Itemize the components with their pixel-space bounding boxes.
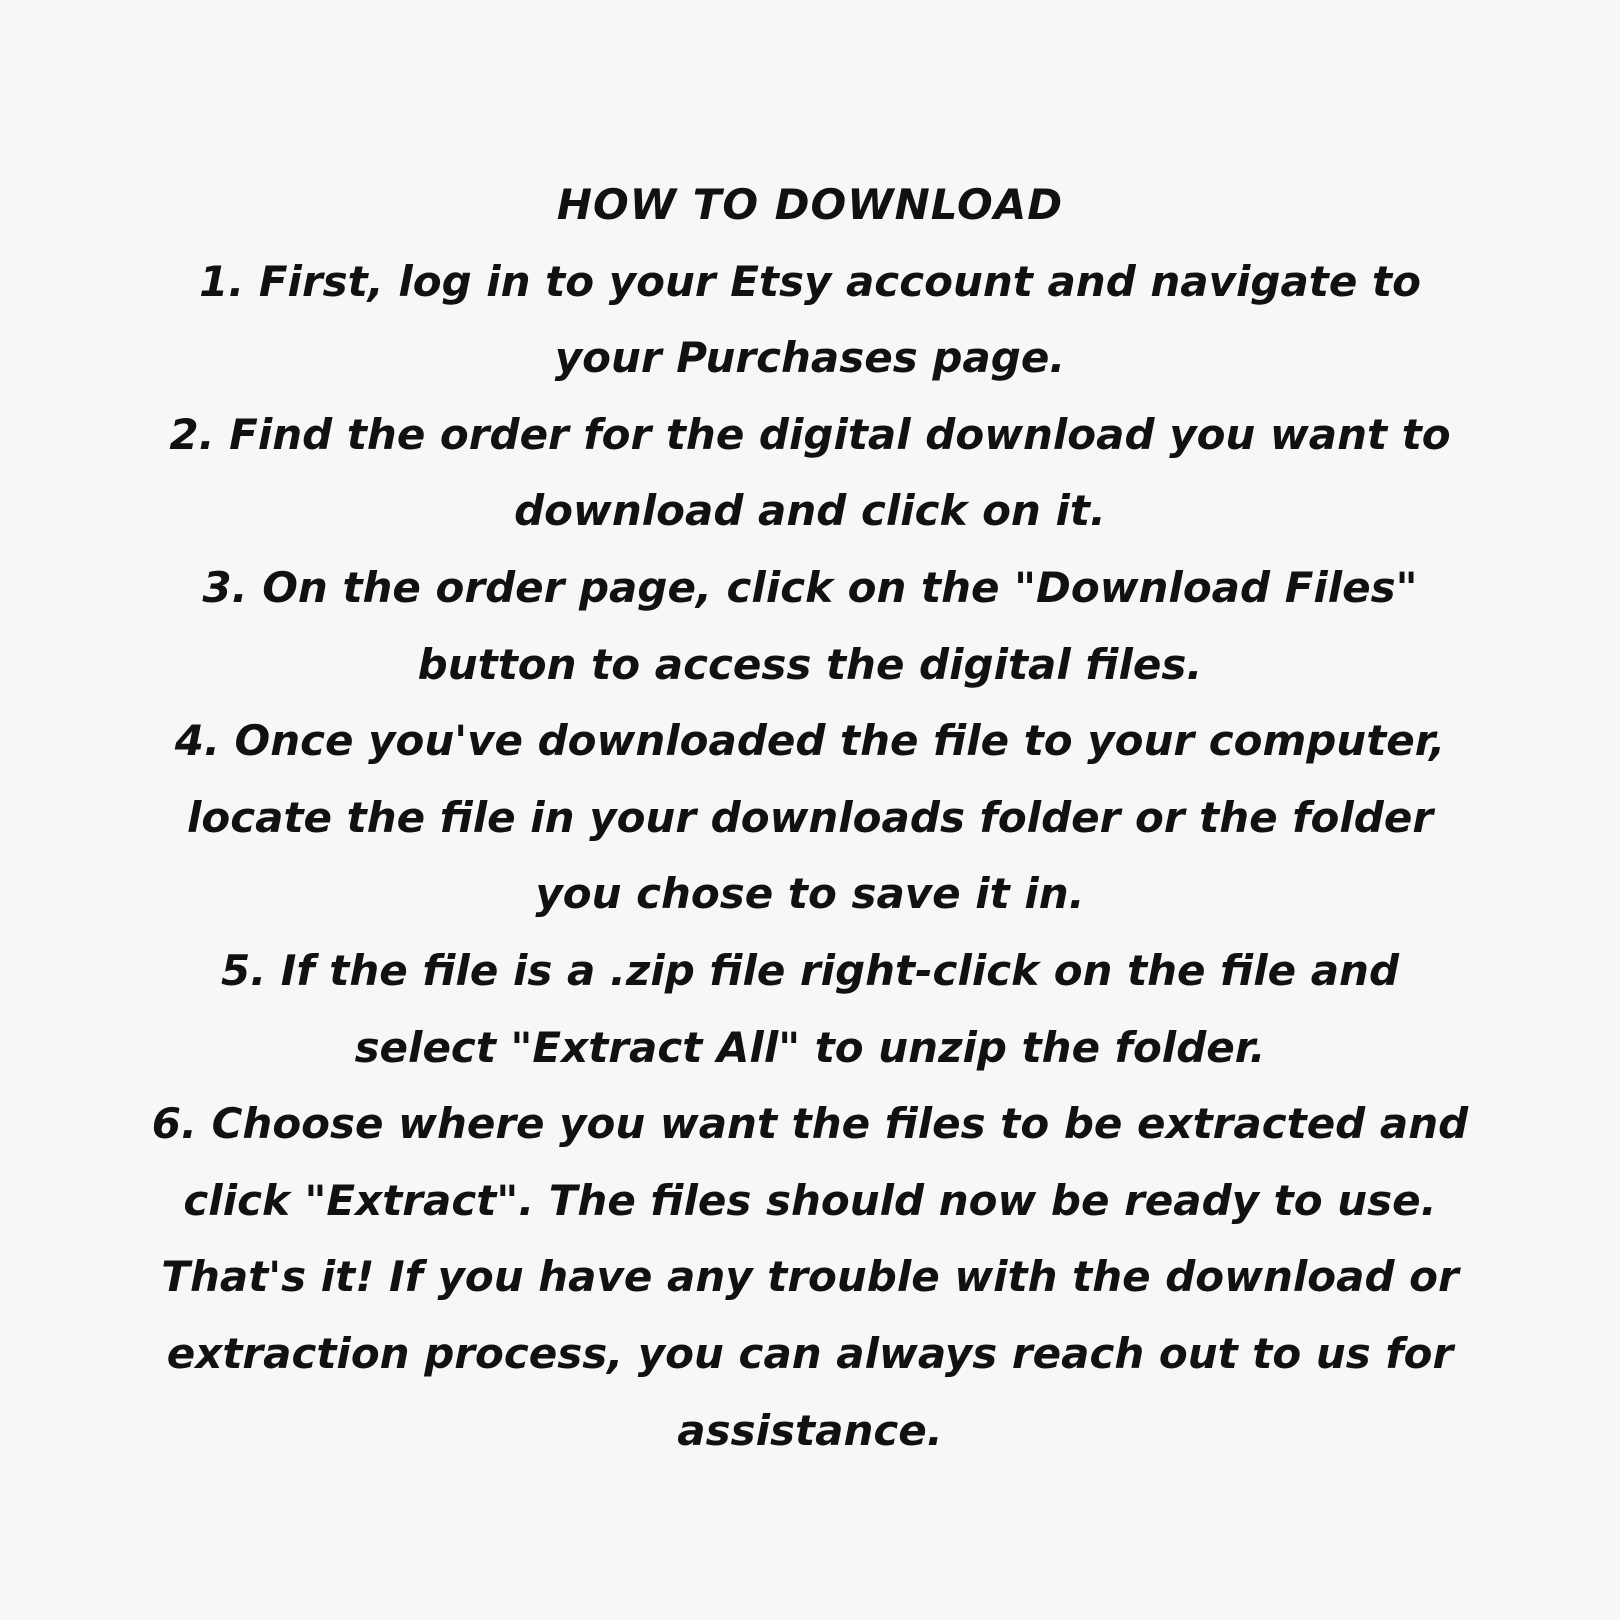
step-2-line-2: download and click on it.: [514, 486, 1106, 536]
step-1-line-2: your Purchases page.: [554, 333, 1066, 383]
step-5-line-2: select "Extract All" to unzip the folder.: [354, 1022, 1266, 1072]
step-5-line-1: 5. If the file is a .zip file right-click on the file and: [220, 945, 1400, 995]
closing-line-3: assistance.: [677, 1405, 943, 1455]
step-4-line-2: locate the file in your downloads folder or the folder: [186, 792, 1434, 842]
closing-line-2: extraction process, you can always reach out to us for: [166, 1328, 1454, 1378]
step-1-line-1: 1. First, log in to your Etsy account and navigate to: [199, 256, 1421, 306]
closing-line-1: That's it! If you have any trouble with the download or: [161, 1252, 1459, 1302]
step-6-line-1: 6. Choose where you want the files to be extracted and: [151, 1099, 1469, 1149]
step-4-line-1: 4. Once you've downloaded the file to your computer,: [174, 716, 1446, 766]
step-3-line-2: button to access the digital files.: [417, 639, 1203, 689]
step-3-line-1: 3. On the order page, click on the "Download Files": [202, 562, 1418, 612]
page-title: HOW TO DOWNLOAD: [556, 180, 1064, 229]
step-2-line-1: 2. Find the order for the digital download you want to: [169, 409, 1451, 459]
step-4-line-3: you chose to save it in.: [535, 869, 1085, 919]
instructions-text-block: [0, 167, 1620, 1469]
step-6-line-2: click "Extract". The files should now be ready to use.: [183, 1175, 1437, 1225]
